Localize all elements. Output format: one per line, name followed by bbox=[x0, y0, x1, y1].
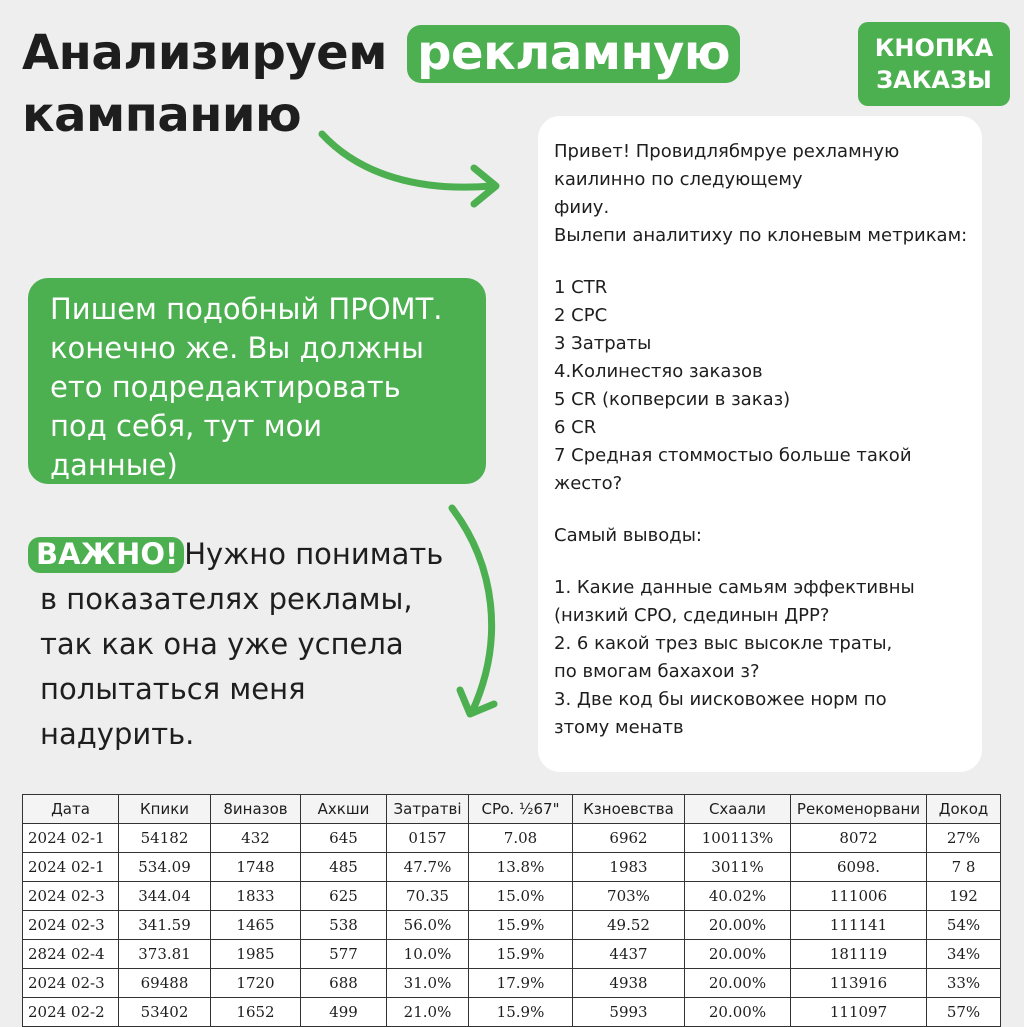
table-cell: 15.9% bbox=[469, 940, 573, 969]
important-first-text: Нужно понимать bbox=[184, 537, 444, 571]
table-cell: 6962 bbox=[573, 824, 685, 853]
title-highlight: рекламную bbox=[407, 25, 740, 83]
table-row bbox=[23, 998, 1001, 1027]
table-cell: 2024 02-3 bbox=[23, 969, 119, 998]
table-cell: 70.35 bbox=[387, 882, 469, 911]
table-cell: 7 8 bbox=[927, 853, 1001, 882]
conclusion-item: 1. Какие данные самьям эффективны bbox=[554, 577, 915, 598]
table-cell: 499 bbox=[301, 998, 387, 1027]
table-cell: 27% bbox=[927, 824, 1001, 853]
conclusion-item: (низкий СРО, сдединын ДРР? bbox=[554, 605, 830, 626]
table-cell: 5993 bbox=[573, 998, 685, 1027]
table-cell: 577 bbox=[301, 940, 387, 969]
table-cell: 15.0% bbox=[469, 882, 573, 911]
table-cell: 1720 bbox=[211, 969, 301, 998]
table-row bbox=[23, 853, 1001, 882]
table-cell: 2024 02-1 bbox=[23, 824, 119, 853]
table-cell: 54% bbox=[927, 911, 1001, 940]
table-row bbox=[23, 940, 1001, 969]
table-cell: 373.81 bbox=[119, 940, 211, 969]
table-cell: 1652 bbox=[211, 998, 301, 1027]
table-cell: 47.7% bbox=[387, 853, 469, 882]
table-cell: 6098. bbox=[791, 853, 927, 882]
table-cell: 100113% bbox=[685, 824, 791, 853]
prompt-line: Вылепи аналитиху по клоневым метрикам: bbox=[554, 225, 968, 246]
conclusion-item: по вмогам бахахои з? bbox=[554, 661, 760, 682]
table-cell: 4437 bbox=[573, 940, 685, 969]
table-cell: 688 bbox=[301, 969, 387, 998]
table-cell: 341.59 bbox=[119, 911, 211, 940]
metric-item: 5 CR (копверсии в заказ) bbox=[554, 389, 791, 410]
table-row bbox=[23, 882, 1001, 911]
table-cell: 538 bbox=[301, 911, 387, 940]
column-header: Затратвi bbox=[387, 795, 469, 824]
column-header: Кзноевства bbox=[573, 795, 685, 824]
table-cell: 15.9% bbox=[469, 998, 573, 1027]
column-header: Дата bbox=[23, 795, 119, 824]
metrics-table bbox=[22, 794, 1001, 1027]
table-cell: 20.00% bbox=[685, 911, 791, 940]
table-cell: 703% bbox=[573, 882, 685, 911]
table-cell: 20.00% bbox=[685, 969, 791, 998]
table-cell: 4938 bbox=[573, 969, 685, 998]
title-prefix: Анализируем bbox=[22, 25, 387, 81]
prompt-line: фииу. bbox=[554, 197, 610, 218]
table-cell: 432 bbox=[211, 824, 301, 853]
table-cell: 1465 bbox=[211, 911, 301, 940]
table-cell: 181119 bbox=[791, 940, 927, 969]
conclusion-item: 2. 6 какой трез выс высокле траты, bbox=[554, 633, 893, 654]
conclusion-item: 3. Две код бы иисковожее норм по bbox=[554, 689, 887, 710]
metric-item: 2 CPC bbox=[554, 305, 608, 326]
metric-item: 6 CR bbox=[554, 417, 597, 438]
table-cell: 20.00% bbox=[685, 998, 791, 1027]
table-cell: 2024 02-3 bbox=[23, 882, 119, 911]
table-cell: 111006 bbox=[791, 882, 927, 911]
table-cell: 534.09 bbox=[119, 853, 211, 882]
table-cell: 34% bbox=[927, 940, 1001, 969]
table-cell: 15.9% bbox=[469, 911, 573, 940]
table-cell: 33% bbox=[927, 969, 1001, 998]
table-cell: 57% bbox=[927, 998, 1001, 1027]
metric-item: жесто? bbox=[554, 473, 623, 494]
table-cell: 625 bbox=[301, 882, 387, 911]
table-cell: 10.0% bbox=[387, 940, 469, 969]
table-cell: 485 bbox=[301, 853, 387, 882]
table-cell: 1833 bbox=[211, 882, 301, 911]
table-cell: 111097 bbox=[791, 998, 927, 1027]
table-cell: 192 bbox=[927, 882, 1001, 911]
instruction-line: Пишем подобный ПРОМТ. bbox=[50, 292, 443, 326]
important-line: полытаться меня bbox=[40, 672, 306, 706]
metric-item: 1 CTR bbox=[554, 277, 608, 298]
column-header: Докод bbox=[927, 795, 1001, 824]
table-cell: 17.9% bbox=[469, 969, 573, 998]
column-header: 8иназов bbox=[211, 795, 301, 824]
table-cell: 8072 bbox=[791, 824, 927, 853]
table-cell: 7.08 bbox=[469, 824, 573, 853]
metric-item: 3 Затраты bbox=[554, 333, 652, 354]
table-cell: 2024 02-3 bbox=[23, 911, 119, 940]
table-cell: 13.8% bbox=[469, 853, 573, 882]
table-cell: 49.52 bbox=[573, 911, 685, 940]
arrow-to-table-icon bbox=[452, 508, 492, 712]
table-cell: 31.0% bbox=[387, 969, 469, 998]
metric-item: 4.Колинестяо заказов bbox=[554, 361, 763, 382]
instruction-line: ето подредактировать bbox=[50, 370, 401, 404]
table-cell: 56.0% bbox=[387, 911, 469, 940]
table-cell: 0157 bbox=[387, 824, 469, 853]
table-cell: 113916 bbox=[791, 969, 927, 998]
column-header: CPo. ½67" bbox=[469, 795, 573, 824]
instruction-line: под себя, тут мои bbox=[50, 409, 323, 443]
conclusion-item: зтому менатв bbox=[554, 717, 684, 738]
table-cell: 1983 bbox=[573, 853, 685, 882]
table-cell: 2824 02-4 bbox=[23, 940, 119, 969]
prompt-line: каилинно по следующему bbox=[554, 169, 803, 190]
column-header: Рекоменорвани bbox=[791, 795, 927, 824]
badge-line-1: КНОПКА bbox=[874, 34, 994, 62]
important-line: надурить. bbox=[40, 717, 195, 751]
table-cell: 645 bbox=[301, 824, 387, 853]
metric-item: 7 Средная стоммостыо больше такой bbox=[554, 445, 912, 466]
table-header-row bbox=[23, 795, 1001, 824]
table-cell: 53402 bbox=[119, 998, 211, 1027]
table-cell: 20.00% bbox=[685, 940, 791, 969]
table-cell: 3011% bbox=[685, 853, 791, 882]
badge-line-2: ЗАКАЗЫ bbox=[876, 66, 992, 94]
column-header: Cxаали bbox=[685, 795, 791, 824]
table-row bbox=[23, 824, 1001, 853]
table-cell: 344.04 bbox=[119, 882, 211, 911]
title-line-2: кампанию bbox=[22, 87, 302, 143]
column-header: Axкши bbox=[301, 795, 387, 824]
arrow-to-prompt-icon bbox=[322, 134, 492, 187]
table-cell: 2024 02-2 bbox=[23, 998, 119, 1027]
conclusions-heading: Самый выводы: bbox=[554, 525, 702, 546]
table-cell: 111141 bbox=[791, 911, 927, 940]
table-cell: 69488 bbox=[119, 969, 211, 998]
prompt-line: Привет! Провидлябмруе рехламную bbox=[554, 141, 900, 162]
table-cell: 2024 02-1 bbox=[23, 853, 119, 882]
important-line: в показателях рекламы, bbox=[40, 582, 413, 616]
instruction-line: конечно же. Вы должны bbox=[50, 331, 424, 365]
table-row bbox=[23, 969, 1001, 998]
table-row bbox=[23, 911, 1001, 940]
table-cell: 21.0% bbox=[387, 998, 469, 1027]
table-cell: 1748 bbox=[211, 853, 301, 882]
column-header: Кпики bbox=[119, 795, 211, 824]
table-cell: 54182 bbox=[119, 824, 211, 853]
table-cell: 1985 bbox=[211, 940, 301, 969]
important-line: так как она уже успела bbox=[40, 627, 404, 661]
important-tag: ВАЖНО! bbox=[28, 537, 184, 573]
table-cell: 40.02% bbox=[685, 882, 791, 911]
instruction-line: данные) bbox=[50, 448, 178, 482]
